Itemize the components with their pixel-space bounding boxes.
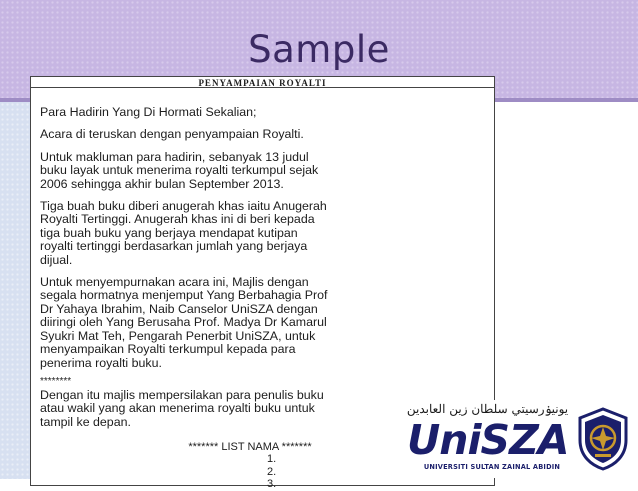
logo-wordmark bbox=[407, 416, 575, 464]
intro-paragraph: Acara di teruskan dengan penyampaian Royalti. bbox=[40, 127, 304, 142]
text-line: penerima royalti buku. bbox=[40, 355, 162, 370]
logo-subtitle: UNIVERSITI SULTAN ZAINAL ABIDIN bbox=[423, 463, 561, 471]
separator-line: ******** bbox=[40, 375, 72, 387]
text-line: Dr Yahaya Ibrahim, Naib Canselor UniSZA dengan bbox=[40, 301, 318, 316]
list-item: 2. bbox=[267, 465, 277, 478]
logo-jawi-text: يونيۏرسيتي سلطان زين العابدين bbox=[406, 402, 569, 416]
text-line: Dengan itu majlis mempersilakan para penulis buku bbox=[40, 387, 324, 402]
text-line: Tiga buah buku diberi anugerah khas iaitu Anugerah bbox=[40, 199, 327, 214]
university-crest-icon bbox=[575, 406, 631, 472]
text-line: Untuk menyempurnakan acara ini, Majlis dengan bbox=[40, 275, 309, 290]
list-item: 3. bbox=[267, 478, 277, 491]
slide-title: Sample bbox=[248, 28, 390, 71]
text-line: segala hormatnya menjemput Yang Berbahagia Prof bbox=[40, 288, 328, 303]
award-paragraph bbox=[40, 200, 490, 267]
text-line: 2006 sehingga akhir bulan September 2013. bbox=[40, 176, 284, 191]
text-line: tiga buah buku yang berjaya mendapat kutipan bbox=[40, 225, 298, 240]
document-heading: PENYAMPAIAN ROYALTI bbox=[31, 77, 494, 88]
text-line: royalti tertinggi berdasarkan jumlah yang berjaya bbox=[40, 239, 308, 254]
greeting-paragraph: Para Hadirin Yang Di Hormati Sekalian; bbox=[40, 105, 257, 119]
text-line: atau wakil yang akan menerima royalti buku untuk bbox=[40, 401, 315, 416]
list-heading: ******* LIST NAMA ******* bbox=[188, 441, 312, 454]
logo-wordmark-text: UniSZA bbox=[407, 416, 569, 464]
left-decor-strip bbox=[0, 102, 30, 479]
invite-paragraph bbox=[40, 276, 490, 370]
text-line: menyampaikan Royalti terkumpul kepada para bbox=[40, 342, 296, 357]
text-line: Untuk makluman para hadirin, sebanyak 13 judul bbox=[40, 149, 309, 164]
text-line: diiringi oleh Yang Berusaha Prof. Madya Dr Kamarul bbox=[40, 315, 327, 330]
text-line: tampil ke depan. bbox=[40, 414, 131, 429]
list-item: 1. bbox=[267, 453, 277, 466]
text-line: buku layak untuk menerima royalti terkumpul sejak bbox=[40, 163, 319, 178]
info-paragraph bbox=[40, 151, 490, 191]
text-line: Syukri Mat Teh, Pengarah Penerbit UniSZA, untuk bbox=[40, 328, 316, 343]
unisza-logo bbox=[405, 400, 635, 478]
text-line: Royalti Tertinggi. Anugerah khas ini di beri kepada bbox=[40, 212, 315, 227]
text-line: dijual. bbox=[40, 252, 73, 267]
